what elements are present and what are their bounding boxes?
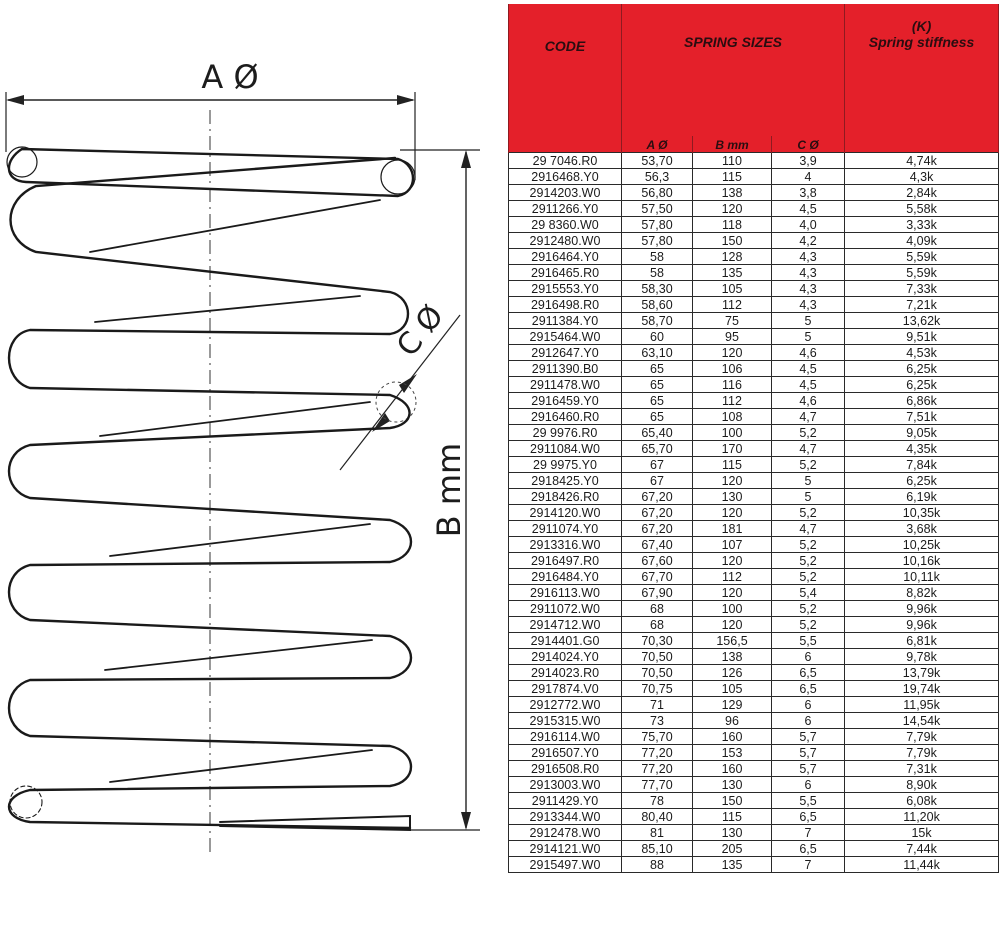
cell-c-wire: 7 [772, 825, 845, 841]
cell-a-diameter: 75,70 [622, 729, 693, 745]
cell-code: 2912478.W0 [509, 825, 622, 841]
table-row [509, 841, 999, 857]
cell-b-length: 100 [693, 425, 772, 441]
table-row [509, 681, 999, 697]
cell-a-diameter: 57,80 [622, 217, 693, 233]
cell-stiffness: 3,68k [845, 521, 999, 537]
table-row [509, 185, 999, 201]
cell-a-diameter: 67,20 [622, 521, 693, 537]
cell-a-diameter: 58,30 [622, 281, 693, 297]
cell-c-wire: 5,7 [772, 745, 845, 761]
cell-a-diameter: 58,70 [622, 313, 693, 329]
cell-c-wire: 6 [772, 649, 845, 665]
cell-c-wire: 4,7 [772, 409, 845, 425]
cell-a-diameter: 58,60 [622, 297, 693, 313]
cell-b-length: 130 [693, 825, 772, 841]
cell-stiffness: 7,44k [845, 841, 999, 857]
table-row [509, 169, 999, 185]
table-row [509, 217, 999, 233]
cell-stiffness: 9,05k [845, 425, 999, 441]
cell-a-diameter: 85,10 [622, 841, 693, 857]
cell-b-length: 120 [693, 345, 772, 361]
cell-a-diameter: 67 [622, 473, 693, 489]
table-row [509, 745, 999, 761]
cell-a-diameter: 73 [622, 713, 693, 729]
cell-stiffness: 7,79k [845, 745, 999, 761]
cell-b-length: 120 [693, 201, 772, 217]
cell-b-length: 107 [693, 537, 772, 553]
cell-b-length: 108 [693, 409, 772, 425]
cell-code: 2914024.Y0 [509, 649, 622, 665]
cell-code: 29 9976.R0 [509, 425, 622, 441]
table-row [509, 361, 999, 377]
cell-a-diameter: 67,20 [622, 489, 693, 505]
cell-c-wire: 6,5 [772, 681, 845, 697]
header-c: C Ø [772, 136, 845, 153]
cell-stiffness: 5,58k [845, 201, 999, 217]
cell-b-length: 135 [693, 857, 772, 873]
cell-stiffness: 4,74k [845, 153, 999, 169]
cell-code: 2916464.Y0 [509, 249, 622, 265]
table-row [509, 825, 999, 841]
cell-code: 2915315.W0 [509, 713, 622, 729]
cell-c-wire: 5,2 [772, 457, 845, 473]
cell-c-wire: 4,5 [772, 377, 845, 393]
cell-stiffness: 13,62k [845, 313, 999, 329]
cell-c-wire: 4,5 [772, 201, 845, 217]
cell-c-wire: 5 [772, 313, 845, 329]
cell-stiffness: 11,20k [845, 809, 999, 825]
cell-a-diameter: 68 [622, 601, 693, 617]
cell-stiffness: 3,33k [845, 217, 999, 233]
table-row [509, 617, 999, 633]
cell-stiffness: 11,44k [845, 857, 999, 873]
table-row [509, 713, 999, 729]
cell-stiffness: 6,25k [845, 361, 999, 377]
table-row [509, 521, 999, 537]
cell-c-wire: 5,7 [772, 761, 845, 777]
cell-b-length: 105 [693, 281, 772, 297]
table-row [509, 297, 999, 313]
cell-code: 2914712.W0 [509, 617, 622, 633]
cell-a-diameter: 57,50 [622, 201, 693, 217]
cell-code: 2914203.W0 [509, 185, 622, 201]
cell-a-diameter: 71 [622, 697, 693, 713]
cell-b-length: 100 [693, 601, 772, 617]
cell-b-length: 126 [693, 665, 772, 681]
cell-b-length: 112 [693, 297, 772, 313]
cell-b-length: 96 [693, 713, 772, 729]
cell-stiffness: 4,53k [845, 345, 999, 361]
dimension-c-label: C Ø [390, 299, 451, 364]
cell-stiffness: 10,11k [845, 569, 999, 585]
cell-a-diameter: 53,70 [622, 153, 693, 169]
cell-b-length: 128 [693, 249, 772, 265]
cell-a-diameter: 67,90 [622, 585, 693, 601]
dimension-b [400, 150, 480, 830]
cell-code: 2916113.W0 [509, 585, 622, 601]
header-spring-sizes: SPRING SIZES [622, 4, 845, 136]
cell-code: 2912647.Y0 [509, 345, 622, 361]
cell-code: 2915497.W0 [509, 857, 622, 873]
cell-a-diameter: 70,50 [622, 649, 693, 665]
cell-stiffness: 10,16k [845, 553, 999, 569]
cell-stiffness: 11,95k [845, 697, 999, 713]
cell-a-diameter: 65,40 [622, 425, 693, 441]
cell-c-wire: 4,3 [772, 265, 845, 281]
cell-stiffness: 6,19k [845, 489, 999, 505]
cell-code: 2911266.Y0 [509, 201, 622, 217]
cell-code: 2916484.Y0 [509, 569, 622, 585]
cell-b-length: 129 [693, 697, 772, 713]
cell-code: 2917874.V0 [509, 681, 622, 697]
table-row [509, 281, 999, 297]
table-row [509, 377, 999, 393]
cell-c-wire: 4,0 [772, 217, 845, 233]
cell-code: 2911084.W0 [509, 441, 622, 457]
cell-b-length: 115 [693, 457, 772, 473]
table-row [509, 409, 999, 425]
cell-a-diameter: 70,50 [622, 665, 693, 681]
cell-a-diameter: 65,70 [622, 441, 693, 457]
cell-a-diameter: 67,20 [622, 505, 693, 521]
cell-stiffness: 2,84k [845, 185, 999, 201]
cell-stiffness: 4,09k [845, 233, 999, 249]
cell-stiffness: 9,96k [845, 617, 999, 633]
table-row [509, 329, 999, 345]
cell-stiffness: 7,33k [845, 281, 999, 297]
cell-b-length: 135 [693, 265, 772, 281]
cell-stiffness: 6,25k [845, 377, 999, 393]
cell-a-diameter: 65 [622, 377, 693, 393]
cell-c-wire: 5,4 [772, 585, 845, 601]
cell-c-wire: 4,3 [772, 281, 845, 297]
cell-stiffness: 7,21k [845, 297, 999, 313]
cell-stiffness: 7,51k [845, 409, 999, 425]
cell-c-wire: 4,3 [772, 297, 845, 313]
cell-c-wire: 4 [772, 169, 845, 185]
table-row [509, 809, 999, 825]
table-row [509, 585, 999, 601]
cell-code: 2914401.G0 [509, 633, 622, 649]
cell-c-wire: 5,2 [772, 553, 845, 569]
cell-code: 2918426.R0 [509, 489, 622, 505]
cell-stiffness: 5,59k [845, 265, 999, 281]
cell-code: 2916497.R0 [509, 553, 622, 569]
cell-a-diameter: 65 [622, 361, 693, 377]
cell-c-wire: 4,2 [772, 233, 845, 249]
cell-stiffness: 9,78k [845, 649, 999, 665]
cell-c-wire: 4,6 [772, 345, 845, 361]
cell-c-wire: 5,2 [772, 537, 845, 553]
cell-stiffness: 4,35k [845, 441, 999, 457]
cell-b-length: 130 [693, 777, 772, 793]
cell-c-wire: 5,2 [772, 569, 845, 585]
cell-a-diameter: 67,60 [622, 553, 693, 569]
cell-b-length: 106 [693, 361, 772, 377]
cell-c-wire: 7 [772, 857, 845, 873]
cell-c-wire: 6 [772, 777, 845, 793]
table-row [509, 313, 999, 329]
cell-a-diameter: 70,75 [622, 681, 693, 697]
cell-code: 2913316.W0 [509, 537, 622, 553]
spring-coils [7, 147, 415, 830]
cell-a-diameter: 68 [622, 617, 693, 633]
table-row [509, 633, 999, 649]
table-row [509, 201, 999, 217]
cell-code: 2911072.W0 [509, 601, 622, 617]
table-row [509, 153, 999, 169]
table-row [509, 793, 999, 809]
cell-code: 2911429.Y0 [509, 793, 622, 809]
cell-b-length: 112 [693, 569, 772, 585]
cell-code: 2916498.R0 [509, 297, 622, 313]
cell-code: 2914120.W0 [509, 505, 622, 521]
cell-b-length: 160 [693, 729, 772, 745]
cell-c-wire: 4,6 [772, 393, 845, 409]
cell-stiffness: 9,51k [845, 329, 999, 345]
cell-a-diameter: 77,20 [622, 745, 693, 761]
cell-b-length: 181 [693, 521, 772, 537]
spring-spec-table [508, 4, 999, 873]
cell-c-wire: 4,3 [772, 249, 845, 265]
cell-b-length: 118 [693, 217, 772, 233]
table-row [509, 489, 999, 505]
header-stiffness-unit: (K) [911, 18, 932, 34]
cell-a-diameter: 58 [622, 265, 693, 281]
cell-stiffness: 19,74k [845, 681, 999, 697]
cell-b-length: 120 [693, 473, 772, 489]
cell-a-diameter: 70,30 [622, 633, 693, 649]
cell-b-length: 205 [693, 841, 772, 857]
table-row [509, 697, 999, 713]
cell-c-wire: 5,7 [772, 729, 845, 745]
cell-b-length: 95 [693, 329, 772, 345]
header-stiffness [845, 4, 999, 153]
cell-stiffness: 14,54k [845, 713, 999, 729]
cell-stiffness: 10,35k [845, 505, 999, 521]
cell-c-wire: 4,5 [772, 361, 845, 377]
cell-code: 2916459.Y0 [509, 393, 622, 409]
table-row [509, 569, 999, 585]
cell-b-length: 120 [693, 585, 772, 601]
cell-code: 2918425.Y0 [509, 473, 622, 489]
table-row [509, 505, 999, 521]
cell-stiffness: 10,25k [845, 537, 999, 553]
cell-b-length: 110 [693, 153, 772, 169]
cell-b-length: 120 [693, 505, 772, 521]
cell-stiffness: 13,79k [845, 665, 999, 681]
cell-code: 2911074.Y0 [509, 521, 622, 537]
table-row [509, 473, 999, 489]
cell-stiffness: 7,84k [845, 457, 999, 473]
table-row [509, 601, 999, 617]
cell-stiffness: 6,86k [845, 393, 999, 409]
header-stiffness-label: Spring stiffness [868, 34, 975, 50]
cell-stiffness: 5,59k [845, 249, 999, 265]
header-a: A Ø [622, 136, 693, 153]
cell-stiffness: 6,81k [845, 633, 999, 649]
cell-b-length: 138 [693, 185, 772, 201]
cell-a-diameter: 60 [622, 329, 693, 345]
cell-stiffness: 7,31k [845, 761, 999, 777]
cell-c-wire: 5,2 [772, 617, 845, 633]
cell-a-diameter: 57,80 [622, 233, 693, 249]
cell-a-diameter: 81 [622, 825, 693, 841]
cell-a-diameter: 67,40 [622, 537, 693, 553]
table-row [509, 393, 999, 409]
dimension-a-label: A Ø [201, 58, 259, 96]
cell-c-wire: 5,5 [772, 793, 845, 809]
cell-a-diameter: 67,70 [622, 569, 693, 585]
cell-c-wire: 5,2 [772, 505, 845, 521]
cell-c-wire: 5 [772, 489, 845, 505]
cell-stiffness: 4,3k [845, 169, 999, 185]
cell-code: 2911478.W0 [509, 377, 622, 393]
cell-stiffness: 6,25k [845, 473, 999, 489]
cell-stiffness: 15k [845, 825, 999, 841]
cell-b-length: 156,5 [693, 633, 772, 649]
cell-b-length: 170 [693, 441, 772, 457]
cell-b-length: 150 [693, 793, 772, 809]
cell-code: 2916468.Y0 [509, 169, 622, 185]
cell-code: 2912480.W0 [509, 233, 622, 249]
cell-code: 29 9975.Y0 [509, 457, 622, 473]
cell-b-length: 112 [693, 393, 772, 409]
cell-stiffness: 6,08k [845, 793, 999, 809]
table-row [509, 345, 999, 361]
cell-b-length: 115 [693, 809, 772, 825]
cell-stiffness: 7,79k [845, 729, 999, 745]
cell-a-diameter: 58 [622, 249, 693, 265]
cell-code: 2912772.W0 [509, 697, 622, 713]
cell-a-diameter: 80,40 [622, 809, 693, 825]
cell-b-length: 130 [693, 489, 772, 505]
table-row [509, 761, 999, 777]
cell-code: 29 7046.R0 [509, 153, 622, 169]
table-row [509, 729, 999, 745]
cell-code: 29 8360.W0 [509, 217, 622, 233]
cell-a-diameter: 88 [622, 857, 693, 873]
table-row [509, 249, 999, 265]
cell-c-wire: 5,2 [772, 601, 845, 617]
cell-code: 2916465.R0 [509, 265, 622, 281]
cell-a-diameter: 77,20 [622, 761, 693, 777]
dimension-b-label: B mm [430, 442, 468, 538]
cell-a-diameter: 56,80 [622, 185, 693, 201]
cell-a-diameter: 65 [622, 393, 693, 409]
cell-code: 2915464.W0 [509, 329, 622, 345]
cell-a-diameter: 77,70 [622, 777, 693, 793]
cell-c-wire: 6 [772, 713, 845, 729]
cell-c-wire: 5 [772, 473, 845, 489]
cell-code: 2916507.Y0 [509, 745, 622, 761]
cell-a-diameter: 78 [622, 793, 693, 809]
cell-b-length: 120 [693, 617, 772, 633]
table-body [509, 153, 999, 873]
table-row [509, 441, 999, 457]
cell-a-diameter: 67 [622, 457, 693, 473]
cell-code: 2916508.R0 [509, 761, 622, 777]
cell-a-diameter: 63,10 [622, 345, 693, 361]
table-row [509, 265, 999, 281]
cell-code: 2913003.W0 [509, 777, 622, 793]
cell-code: 2916114.W0 [509, 729, 622, 745]
cell-b-length: 116 [693, 377, 772, 393]
cell-b-length: 150 [693, 233, 772, 249]
cell-a-diameter: 56,3 [622, 169, 693, 185]
cell-c-wire: 5 [772, 329, 845, 345]
cell-stiffness: 8,82k [845, 585, 999, 601]
cell-c-wire: 4,7 [772, 441, 845, 457]
header-b: B mm [693, 136, 772, 153]
table-row [509, 857, 999, 873]
cell-b-length: 115 [693, 169, 772, 185]
table-row [509, 457, 999, 473]
cell-code: 2913344.W0 [509, 809, 622, 825]
table-row [509, 649, 999, 665]
cell-c-wire: 4,7 [772, 521, 845, 537]
table-row [509, 665, 999, 681]
table-row [509, 425, 999, 441]
cell-b-length: 120 [693, 553, 772, 569]
cell-c-wire: 5,5 [772, 633, 845, 649]
cell-code: 2915553.Y0 [509, 281, 622, 297]
cell-c-wire: 6 [772, 697, 845, 713]
cell-code: 2914121.W0 [509, 841, 622, 857]
cell-b-length: 138 [693, 649, 772, 665]
cell-code: 2916460.R0 [509, 409, 622, 425]
cell-b-length: 75 [693, 313, 772, 329]
cell-c-wire: 6,5 [772, 665, 845, 681]
cell-b-length: 105 [693, 681, 772, 697]
table-row [509, 553, 999, 569]
cell-c-wire: 3,8 [772, 185, 845, 201]
cell-code: 2911384.Y0 [509, 313, 622, 329]
cell-c-wire: 5,2 [772, 425, 845, 441]
table-row [509, 777, 999, 793]
cell-b-length: 160 [693, 761, 772, 777]
cell-c-wire: 6,5 [772, 809, 845, 825]
cell-c-wire: 3,9 [772, 153, 845, 169]
cell-stiffness: 9,96k [845, 601, 999, 617]
cell-a-diameter: 65 [622, 409, 693, 425]
table-row [509, 233, 999, 249]
cell-stiffness: 8,90k [845, 777, 999, 793]
cell-c-wire: 6,5 [772, 841, 845, 857]
header-code: CODE [509, 4, 622, 153]
cell-code: 2911390.B0 [509, 361, 622, 377]
cell-b-length: 153 [693, 745, 772, 761]
cell-code: 2914023.R0 [509, 665, 622, 681]
table-row [509, 537, 999, 553]
